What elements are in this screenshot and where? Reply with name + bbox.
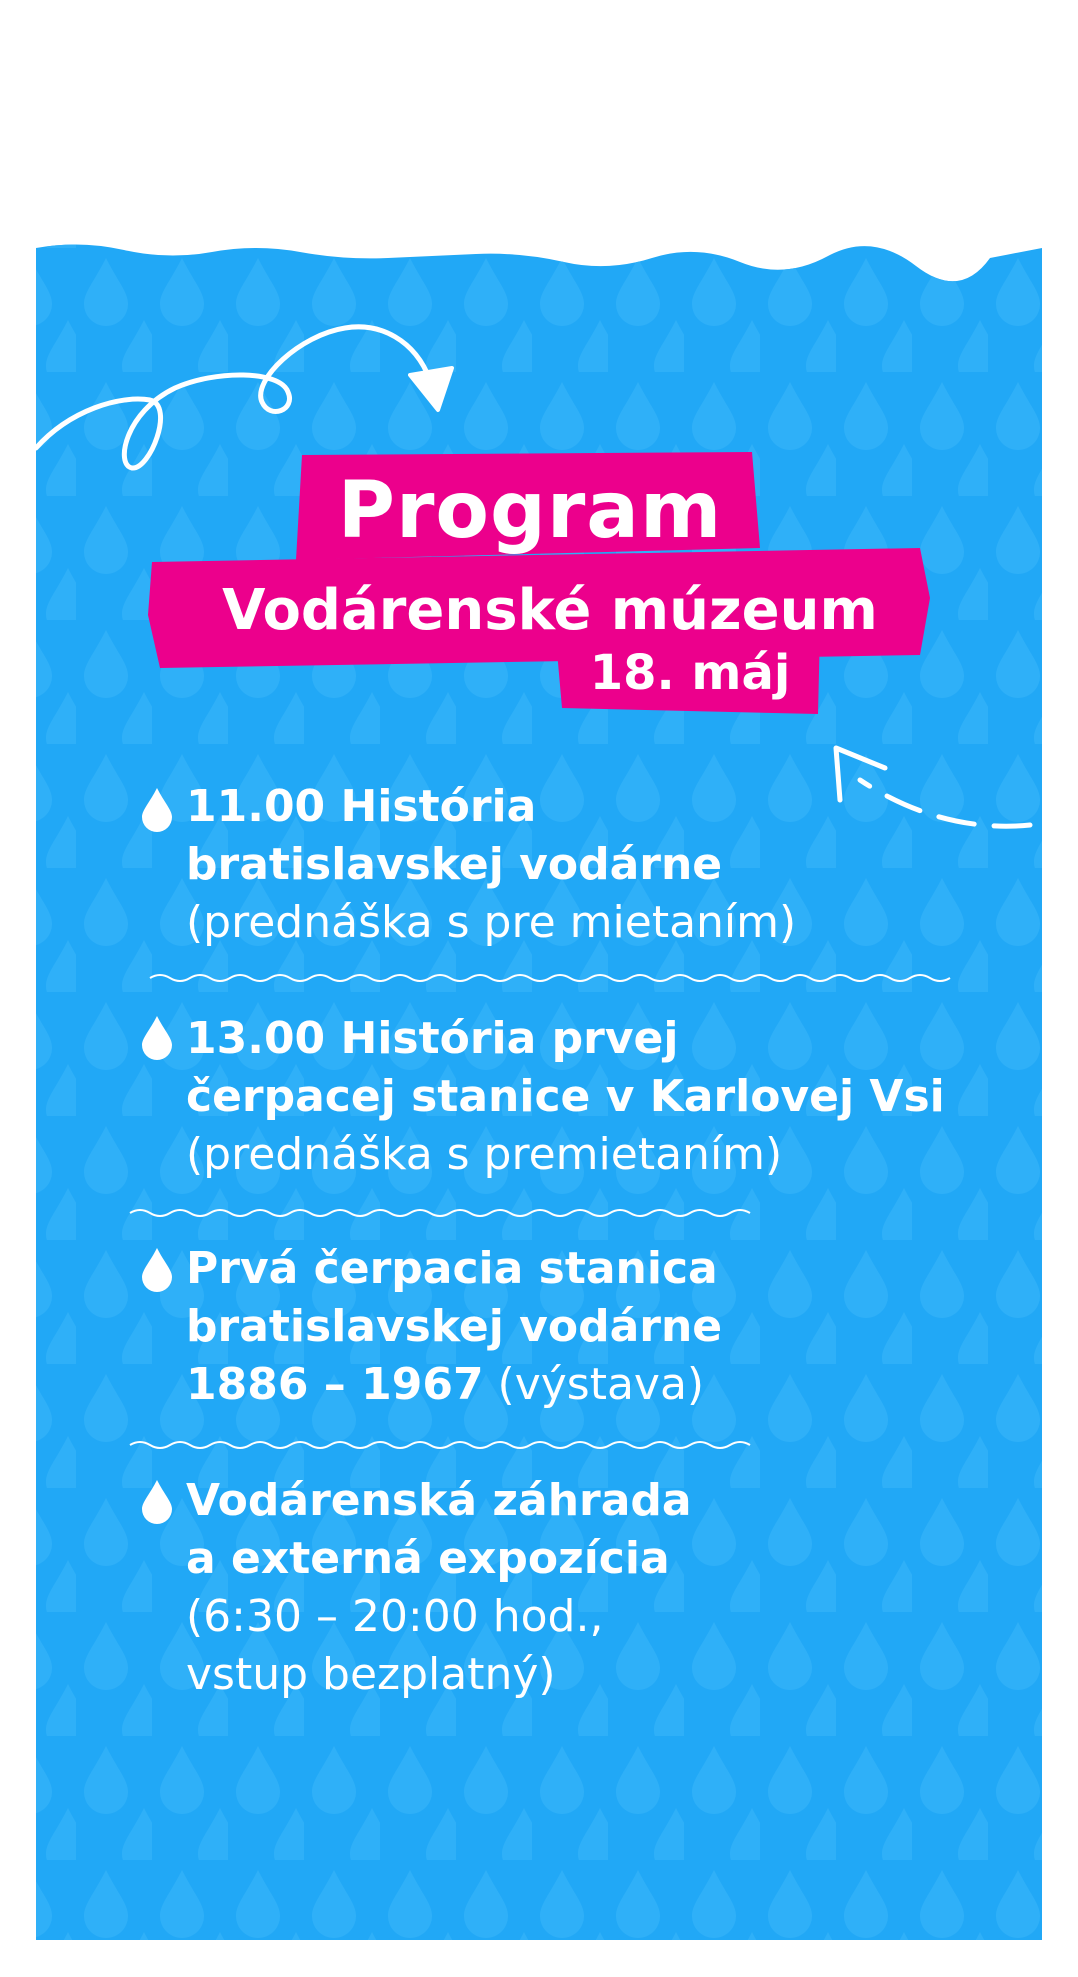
item-1-note: (prednáška s pre mietaním) [186, 897, 797, 948]
program-item-1 [186, 778, 1006, 952]
item-4-note-line2: vstup bezplatný) [186, 1649, 556, 1700]
divider-3 [130, 1442, 750, 1448]
item-2-title-line2: čerpacej stanice v Karlovej Vsi [186, 1071, 945, 1122]
item-1-title-line1: 11.00 História [186, 781, 537, 832]
item-1-title-line2: bratislavskej vodárne [186, 839, 723, 890]
program-item-4 [186, 1472, 1006, 1704]
item-4-title-line1: Vodárenská záhrada [186, 1475, 692, 1526]
water-drop-icon [140, 786, 174, 832]
item-4-title-line2: a externá expozícia [186, 1533, 670, 1584]
divider-2 [130, 1210, 750, 1216]
item-4-note-line1: (6:30 – 20:00 hod., [186, 1591, 604, 1642]
item-3-title-line2: bratislavskej vodárne [186, 1301, 723, 1352]
venue-title: Vodárenské múzeum [222, 578, 878, 643]
water-drop-icon [140, 1478, 174, 1524]
program-item-2 [186, 1010, 1006, 1184]
item-3-title-line1: Prvá čerpacia stanica [186, 1243, 718, 1294]
water-drop-icon [140, 1246, 174, 1292]
item-2-title-line1: 13.00 História prvej [186, 1013, 679, 1064]
divider-1 [150, 975, 950, 981]
item-3-note: (výstava) [483, 1359, 705, 1410]
program-item-3 [186, 1240, 1006, 1414]
item-2-note: (prednáška s premietaním) [186, 1129, 783, 1180]
item-3-line3 [186, 1356, 1006, 1414]
event-date: 18. máj [589, 645, 791, 701]
water-drop-icon [140, 1014, 174, 1060]
program-title: Program [337, 466, 723, 556]
item-3-years: 1886 – 1967 [186, 1359, 484, 1410]
